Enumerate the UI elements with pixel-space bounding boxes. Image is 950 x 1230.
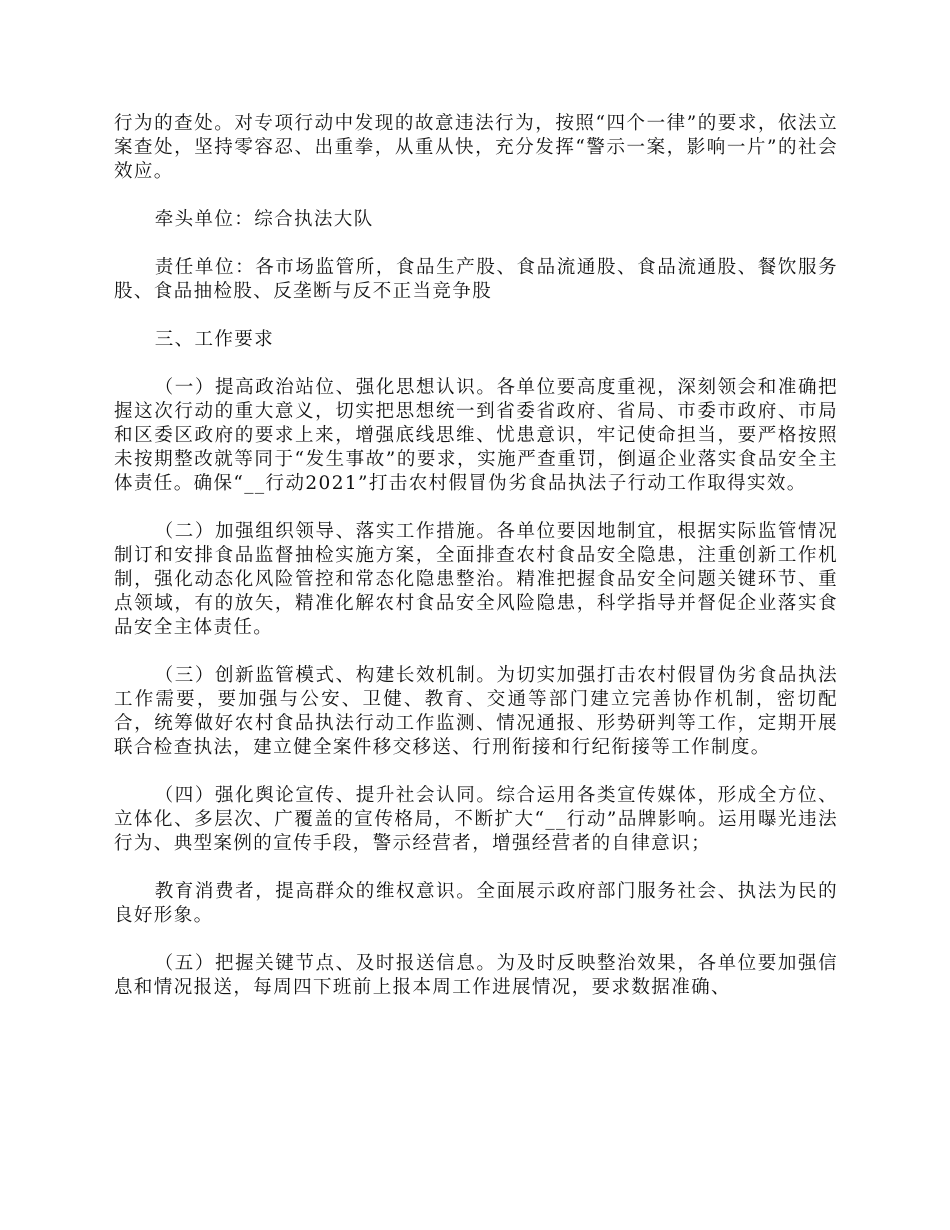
paragraph-requirement-3: （三）创新监管模式、构建长效机制。为切实加强打击农村假冒伪劣食品执法工作需要，要加强与公安、卫健、教育、交通等部门建立完善协作机制，密切配合，统筹做好农村食品执法行动工作监测、情况通报、形势研判等工作，定期开展联合检查执法，建立健全案件移交移送、行刑衔接和行纪衔接等工作制度。: [114, 665, 838, 758]
paragraph-requirement-2: （二）加强组织领导、落实工作措施。各单位要因地制宜，根据实际监管情况制订和安排食品监督抽检实施方案，全面排查农村食品安全隐患，注重创新工作机制，强化动态化风险管控和常态化隐患整治。精准把握食品安全问题关键环节、重点领域，有的放矢，精准化解农村食品安全风险隐患，科学指导并督促企业落实食品安全主体责任。: [114, 521, 838, 638]
paragraph-responsible-units: 责任单位：各市场监管所，食品生产股、食品流通股、食品流通股、餐饮服务股、食品抽检股、反垄断与反不正当竞争股: [114, 257, 838, 302]
paragraph-education: 教育消费者，提高群众的维权意识。全面展示政府部门服务社会、执法为民的良好形象。: [114, 881, 838, 926]
paragraph-requirement-5: （五）把握关键节点、及时报送信息。为及时反映整治效果，各单位要加强信息和情况报送，每周四下班前上报本周工作进展情况，要求数据准确、: [114, 953, 838, 998]
paragraph-lead-unit: 牵头单位：综合执法大队: [154, 209, 374, 230]
paragraph-requirement-1: （一）提高政治站位、强化思想认识。各单位要高度重视，深刻领会和准确把握这次行动的重大意义，切实把思想统一到省委省政府、省局、市委市政府、市局和区委区政府的要求上来，增强底线思维、忧患意识，牢记使命担当，要严格按照未按期整改就等同于“发生事故”的要求，实施严查重罚，倒逼企业落实食品安全主体责任。确保“__行动2021”打击农村假冒伪劣食品执法子行动工作取得实效。: [114, 377, 838, 494]
document-body: [114, 112, 838, 1024]
paragraph-continuation: 行为的查处。对专项行动中发现的故意违法行为，按照“四个一律”的要求，依法立案查处，坚持零容忍、出重拳，从重从快，充分发挥“警示一案，影响一片”的社会效应。: [114, 113, 838, 182]
paragraph-requirement-4: （四）强化舆论宣传、提升社会认同。综合运用各类宣传媒体，形成全方位、立体化、多层次、广覆盖的宣传格局，不断扩大“__行动”品牌影响。运用曝光违法行为、典型案例的宣传手段，警示经营者，增强经营者的自律意识；: [114, 785, 838, 854]
section-heading-work-requirements: 三、工作要求: [154, 329, 275, 350]
